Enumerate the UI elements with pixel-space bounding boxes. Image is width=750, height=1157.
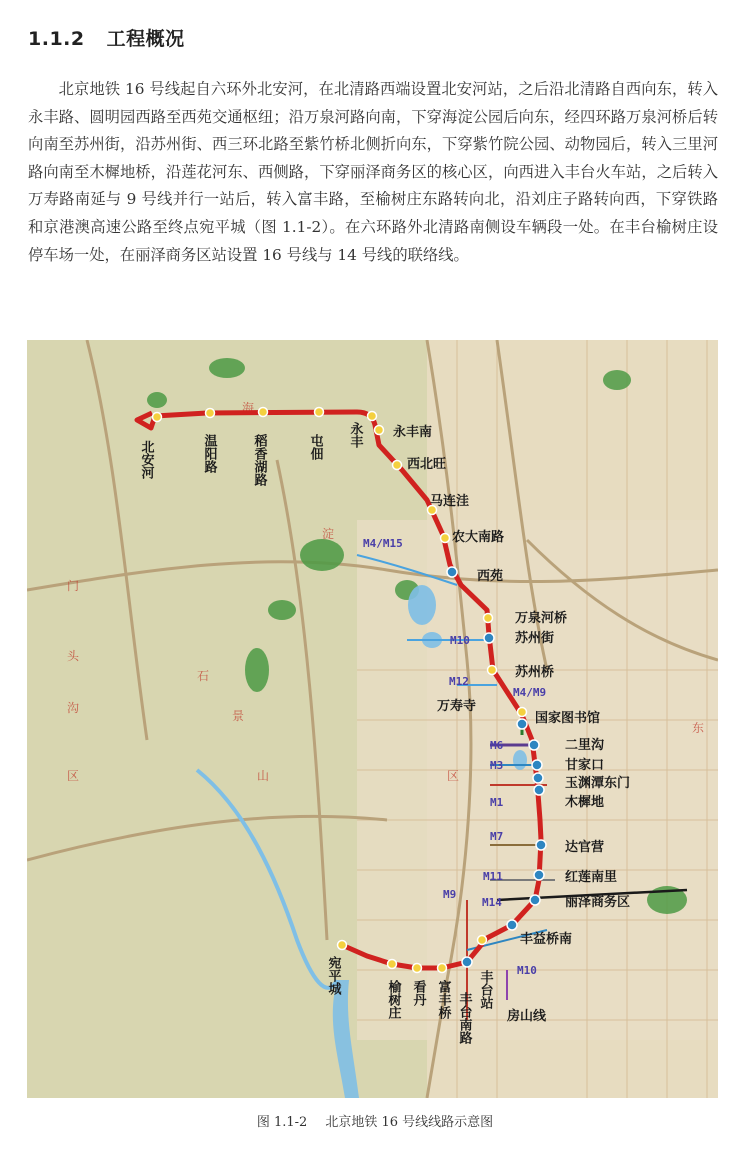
station-erligou: 二里沟 (565, 738, 605, 753)
station-wenyanglu: 温阳路 (201, 434, 217, 473)
svg-text:景: 景 (232, 709, 245, 723)
station-marker-fengyiqiaonan (507, 920, 517, 930)
line-label-fangshan: 房山线 (507, 1009, 547, 1024)
station-fengyiqiaonan: 丰益桥南 (520, 932, 573, 947)
svg-text:区: 区 (447, 769, 460, 783)
station-marker-wanpingcheng (338, 941, 347, 950)
station-marker-yongfeng (368, 412, 377, 421)
station-marker-beianhe (153, 413, 162, 422)
svg-text:石: 石 (197, 669, 210, 683)
station-daguanying: 达官营 (565, 840, 605, 855)
svg-text:门: 门 (67, 579, 80, 593)
station-marker-yongfengnan (375, 426, 384, 435)
station-fengtainanlu: 丰台南路 (456, 992, 472, 1044)
svg-text:沟: 沟 (67, 701, 80, 715)
station-marker-ganjiakou (532, 760, 542, 770)
section-number: 1.1.2 (28, 28, 85, 50)
station-marker-lizeshangwuqu (530, 895, 540, 905)
station-yongfeng: 永丰 (347, 422, 363, 448)
station-wanpingcheng: 宛平城 (325, 956, 341, 995)
station-daoxianghu: 稻香湖路 (251, 434, 267, 486)
station-marker-yuyuantandongmen (533, 773, 543, 783)
station-marker-guojiatushuguan (517, 719, 527, 729)
line-label-m7: M7 (490, 830, 504, 843)
svg-text:海: 海 (242, 401, 255, 415)
station-muxidi: 木樨地 (565, 795, 605, 810)
line-label-m3: M3 (490, 759, 504, 772)
station-marker-hongliannanli (534, 870, 544, 880)
station-fengtaizhan: 丰台站 (477, 970, 493, 1009)
station-marker-wanquanheqiao (484, 614, 493, 623)
station-marker-muxidi (534, 785, 544, 795)
line-label-m11: M11 (483, 870, 503, 883)
station-hongliannanli: 红莲南里 (565, 870, 618, 885)
line-label-m12: M12 (449, 675, 469, 688)
body-paragraph: 北京地铁 16 号线起自六环外北安河，在北清路西端设置北安河站，之后沿北清路自西向东，转入永丰路、圆明园西路至西苑交通枢纽；沿万泉河路向南，下穿海淀公园后向东，经四环路万泉河桥后转向南至苏州街，沿苏州街、西三环北路至紫竹桥北侧折向东，下穿紫竹院公园、动物园后，转入三里河路向南至木樨地桥，沿莲花河东、西侧路，下穿丽泽商务区的核心区，向西进入丰台火车站，之后转入万寿路南延与 9 号线并行一站后，转入富丰路，至榆树庄东路转向北，沿刘庄子路转向西，下穿铁路和京港澳高速公路至终点宛平城（图 1.1-2）。在六环路外北清路南侧设车辆段一处。在丰台榆树庄设停车场一处，在丽泽商务区站设置 16 号线与 14 号线的联络线。 (28, 80, 718, 264)
body-paragraph-block (28, 76, 718, 269)
line-label-m14: M14 (482, 896, 502, 909)
station-suzhouqiao: 苏州桥 (515, 665, 555, 680)
station-marker-wanshousi (518, 708, 527, 717)
station-marker-xibeiwang (393, 461, 402, 470)
station-yuyuantandongmen: 玉渊潭东门 (565, 776, 631, 791)
station-malianwa: 马连洼 (430, 494, 470, 509)
station-xibeiwang: 西北旺 (407, 457, 447, 472)
line-label-m9: M9 (443, 888, 457, 901)
figure-number: 图 1.1-2 (256, 1115, 308, 1130)
section-heading (28, 24, 185, 51)
line-label-m4-m15: M4/M15 (363, 537, 403, 550)
line-label-m10-north: M10 (450, 634, 470, 647)
station-marker-wenyanglu (206, 409, 215, 418)
station-tundian: 屯佃 (307, 434, 323, 460)
figure-caption (0, 1111, 750, 1130)
station-xiyuan: 西苑 (477, 569, 504, 584)
svg-text:淀: 淀 (322, 527, 335, 541)
station-marker-daoxianghu (259, 408, 268, 417)
station-marker-daguanying (536, 840, 546, 850)
station-marker-erligou (529, 740, 539, 750)
station-marker-fufengqiao (438, 964, 447, 973)
station-guojiatushuguan: 国家图书馆 (535, 711, 601, 726)
svg-text:头: 头 (67, 649, 80, 663)
station-marker-fengtainanlu (478, 936, 487, 945)
station-kandan: 看丹 (410, 980, 426, 1006)
section-title: 工程概况 (106, 28, 185, 50)
station-marker-xiyuan (447, 567, 457, 577)
figure-caption-text: 北京地铁 16 号线线路示意图 (325, 1115, 494, 1130)
svg-text:东: 东 (692, 721, 705, 735)
station-marker-suzhouqiao (488, 666, 497, 675)
station-ganjiakou: 甘家口 (565, 758, 605, 773)
station-marker-tundian (315, 408, 324, 417)
station-wanquanheqiao: 万泉河桥 (515, 611, 568, 626)
route-map-svg (27, 340, 718, 1098)
station-marker-suzhoujie (484, 633, 494, 643)
station-marker-kandan (413, 964, 422, 973)
station-fufengqiao: 富丰桥 (435, 980, 451, 1019)
station-suzhoujie: 苏州街 (515, 631, 555, 646)
station-marker-yushuzhuang (388, 960, 397, 969)
line-label-m4-m9: M4/M9 (513, 686, 547, 699)
station-nongdananlu: 农大南路 (452, 530, 505, 545)
station-yongfengnan: 永丰南 (393, 425, 433, 440)
station-yushuzhuang: 榆树庄 (385, 980, 401, 1019)
svg-text:区: 区 (67, 769, 80, 783)
station-wanshousi: 万寿寺 (437, 699, 477, 714)
route-map (27, 340, 718, 1098)
station-lizeshangwuqu: 丽泽商务区 (565, 895, 631, 910)
line-label-m1: M1 (490, 796, 504, 809)
svg-text:山: 山 (257, 769, 270, 783)
station-beianhe: 北安河 (138, 440, 154, 479)
line-label-m10-south: M10 (517, 964, 537, 977)
line-label-m6: M6 (490, 739, 504, 752)
station-marker-fengtaizhan (462, 957, 472, 967)
station-marker-nongdananlu (441, 534, 450, 543)
